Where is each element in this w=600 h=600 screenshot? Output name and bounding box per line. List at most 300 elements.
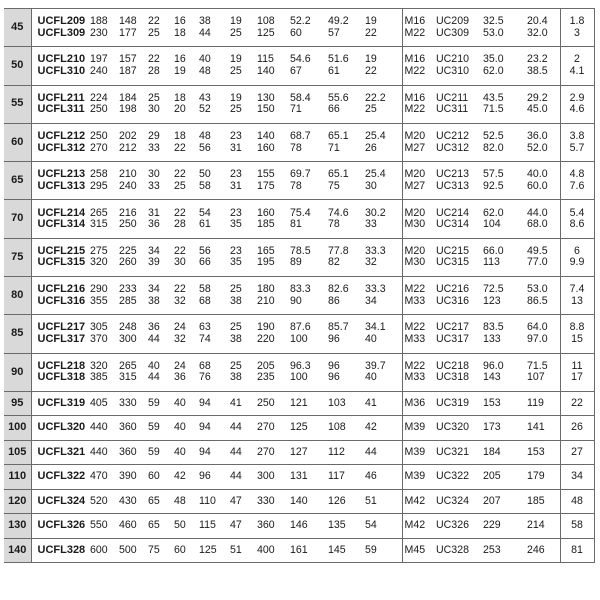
value-cell-col-1 [88,9,117,47]
value-cell-col-7 [255,47,288,85]
value-line-2: M30 [404,256,426,269]
value-line-1: 24 [174,321,186,334]
value-cell-col-10 [363,9,402,47]
table-row [4,85,594,123]
value-line-2: 74 [199,333,211,346]
value-line-1: 23 [230,206,242,219]
value-cell-col-10 [363,238,402,276]
value-cell-col-15: 26 [560,416,594,441]
value-line-1: 25 [230,359,242,372]
value-line-1: M22 [404,359,426,372]
value-cell-col-10: 44 [363,440,402,465]
value-line-2: 107 [527,371,545,384]
value-cell-col-9 [326,238,363,276]
value-cell-col-11: M42 [402,514,434,539]
model-number-cell: UCFL321 [31,440,88,465]
value-line-2: 8.6 [569,218,585,231]
value-line-1: 25 [230,283,242,296]
value-line-2: M22 [404,26,426,39]
value-cell-col-10 [363,315,402,353]
value-cell-col-14 [525,200,560,238]
value-line-2: 36 [148,218,160,231]
value-cell-col-6: 41 [228,391,255,416]
value-line-1: 250 [90,129,108,142]
model-number-line-1: UCFL217 [37,321,86,334]
value-line-1: 77.8 [328,244,349,257]
value-line-1: 33.3 [365,244,386,257]
model-number-line-2: UCFL310 [37,64,86,77]
value-cell-col-9 [326,315,363,353]
value-line-2: 32 [174,333,186,346]
value-line-1: 224 [90,91,108,104]
value-cell-col-6: 47 [228,514,255,539]
value-cell-col-6 [228,315,255,353]
value-cell-col-11: M45 [402,538,434,563]
value-line-2: 68.0 [527,218,548,231]
value-line-2: 36 [174,371,186,384]
value-line-2: UC309 [436,26,469,39]
value-cell-col-10 [363,47,402,85]
shaft-diameter-cell: 75 [4,238,31,276]
value-cell-col-2: 330 [117,391,146,416]
value-line-2: 61 [199,218,211,231]
value-line-2: 13 [571,294,583,307]
value-line-2: 28 [174,218,186,231]
value-line-2: 7.6 [569,179,585,192]
model-number-cell: UCFL324 [31,489,88,514]
value-line-2: 82.0 [483,141,504,154]
value-cell-col-6 [228,85,255,123]
shaft-diameter-cell: 70 [4,200,31,238]
value-cell-col-1 [88,85,117,123]
value-cell-col-13 [481,123,525,161]
value-line-2: 22 [365,26,377,39]
value-cell-col-5: 94 [197,416,228,441]
value-cell-col-12 [434,162,481,200]
value-cell-col-10 [363,162,402,200]
value-line-2: 295 [90,179,108,192]
value-line-2: 75 [328,179,340,192]
value-line-1: 68 [199,359,211,372]
value-cell-col-9: 145 [326,538,363,563]
value-cell-col-1 [88,162,117,200]
value-line-2: 96 [328,333,340,346]
value-cell-col-7: 270 [255,416,288,441]
value-line-2: 57 [328,26,340,39]
value-line-1: 210 [119,168,137,181]
value-line-2: 370 [90,333,108,346]
value-line-2: 96 [328,371,340,384]
value-cell-col-10: 41 [363,391,402,416]
value-line-1: 130 [257,91,275,104]
value-cell-col-11 [402,200,434,238]
value-cell-col-1: 520 [88,489,117,514]
value-cell-col-3: 59 [146,391,172,416]
value-line-1: 115 [257,53,274,66]
value-cell-col-3: 59 [146,440,172,465]
model-number-cell: UCFL322 [31,465,88,490]
value-cell-col-6: 47 [228,489,255,514]
value-line-1: 16 [174,15,186,28]
value-cell-col-3 [146,353,172,391]
value-line-1: 56 [199,244,211,257]
value-line-1: 40 [148,359,160,372]
value-cell-col-8 [288,353,326,391]
value-cell-col-13 [481,85,525,123]
value-cell-col-11 [402,9,434,47]
model-number-cell [31,277,88,315]
value-line-1: 265 [90,206,108,219]
value-line-2: 30 [365,179,377,192]
value-line-2: 35 [230,218,242,231]
value-cell-col-7: 270 [255,440,288,465]
value-cell-col-6 [228,162,255,200]
value-cell-col-10: 46 [363,465,402,490]
value-line-1: 265 [119,359,137,372]
value-line-2: 76 [199,371,211,384]
value-cell-col-11 [402,238,434,276]
value-line-1: 19 [230,53,242,66]
value-line-2: 270 [90,141,108,154]
value-line-1: 233 [119,283,137,296]
value-cell-col-4 [172,277,197,315]
value-line-2: 66 [199,256,211,269]
value-cell-col-11 [402,162,434,200]
value-cell-col-7: 360 [255,514,288,539]
model-number-line-2: UCFL315 [37,256,86,269]
value-cell-col-12 [434,47,481,85]
value-cell-col-2: 500 [117,538,146,563]
value-line-1: 55.6 [328,91,349,104]
value-line-2: 71 [328,141,340,154]
value-line-2: 30 [174,256,186,269]
value-cell-col-5: 94 [197,391,228,416]
value-line-1: 29.2 [527,91,548,104]
value-line-1: 4.8 [569,168,585,181]
value-cell-col-15 [560,123,594,161]
value-cell-col-4: 60 [172,538,197,563]
value-line-2: 61 [328,64,340,77]
value-cell-col-4 [172,47,197,85]
value-cell-col-6 [228,353,255,391]
value-cell-col-3: 75 [146,538,172,563]
value-line-2: M30 [404,218,426,231]
value-cell-col-3: 65 [146,514,172,539]
value-cell-col-7 [255,315,288,353]
value-cell-col-1 [88,353,117,391]
value-line-2: 40 [365,371,377,384]
value-cell-col-4 [172,85,197,123]
value-line-2: 160 [257,141,275,154]
value-cell-col-12 [434,277,481,315]
value-line-2: 60 [290,26,302,39]
value-line-2: 77.0 [527,256,548,269]
model-number-line-1: UCFL216 [37,283,86,296]
value-cell-col-9 [326,162,363,200]
value-cell-col-9 [326,85,363,123]
model-number-cell [31,200,88,238]
value-line-1: UC218 [436,359,469,372]
value-cell-col-14: 185 [525,489,560,514]
value-cell-col-2 [117,238,146,276]
value-cell-col-11 [402,47,434,85]
value-line-2: 315 [119,371,137,384]
value-cell-col-7 [255,353,288,391]
value-line-2: 143 [483,371,501,384]
value-line-2: 86.5 [527,294,548,307]
value-cell-col-6: 44 [228,416,255,441]
table-row [4,9,594,47]
value-line-2: 78 [328,218,340,231]
value-line-2: 53.0 [483,26,504,39]
model-number-line-1: UCFL214 [37,206,86,219]
value-line-1: UC212 [436,129,469,142]
value-line-1: 140 [257,129,275,142]
model-number-cell [31,353,88,391]
value-line-2: 38 [148,294,160,307]
value-line-1: 165 [257,244,275,257]
value-line-2: 28 [148,64,160,77]
value-cell-col-5: 94 [197,440,228,465]
value-line-1: 31 [148,206,160,219]
value-line-2: 17 [571,371,583,384]
value-line-1: 49.5 [527,244,548,257]
value-cell-col-12 [434,353,481,391]
shaft-diameter-cell: 65 [4,162,31,200]
shaft-diameter-cell: 90 [4,353,31,391]
value-cell-col-14: 141 [525,416,560,441]
value-cell-col-9: 117 [326,465,363,490]
value-line-2: UC316 [436,294,469,307]
value-cell-col-1 [88,123,117,161]
value-line-2: M27 [404,179,426,192]
value-line-2: M33 [404,371,426,384]
value-cell-col-4 [172,123,197,161]
value-cell-col-9 [326,47,363,85]
value-cell-col-4 [172,200,197,238]
value-line-2: 187 [119,64,137,77]
value-line-1: 78.5 [290,244,311,257]
value-line-2: 33 [148,179,160,192]
value-cell-col-2 [117,353,146,391]
value-line-2: M33 [404,333,426,346]
value-cell-col-9 [326,9,363,47]
value-line-2: UC311 [436,103,469,116]
value-line-1: 69.7 [290,168,311,181]
value-line-1: 1.8 [569,15,585,28]
value-cell-col-13 [481,315,525,353]
shaft-diameter-cell: 100 [4,416,31,441]
value-cell-col-15 [560,277,594,315]
value-cell-col-11: M39 [402,416,434,441]
shaft-diameter-cell: 140 [4,538,31,563]
value-cell-col-8 [288,200,326,238]
value-cell-col-7: 250 [255,391,288,416]
table-row [4,465,594,490]
table-row [4,538,594,563]
value-line-1: 320 [90,359,108,372]
model-number-cell: UCFL320 [31,416,88,441]
value-cell-col-9 [326,277,363,315]
value-cell-col-14: 119 [525,391,560,416]
value-line-2: 212 [119,141,137,154]
value-cell-col-11 [402,85,434,123]
value-cell-col-12 [434,123,481,161]
value-line-1: 53.0 [527,283,548,296]
shaft-diameter-cell: 105 [4,440,31,465]
value-cell-col-14 [525,315,560,353]
value-line-2: M33 [404,294,426,307]
table-row [4,416,594,441]
value-cell-col-8: 131 [288,465,326,490]
value-cell-col-15 [560,9,594,47]
value-cell-col-1: 405 [88,391,117,416]
model-number-line-1: UCFL213 [37,168,86,181]
value-line-1: 39.7 [365,359,386,372]
model-number-line-2: UCFL316 [37,294,86,307]
value-line-2: 300 [119,333,137,346]
value-line-2: UC317 [436,333,469,346]
value-line-1: UC209 [436,15,469,28]
value-line-2: 38 [230,294,242,307]
value-cell-col-14 [525,9,560,47]
value-line-2: 62.0 [483,64,504,77]
value-line-2: 15 [571,333,583,346]
value-line-2: 113 [483,256,500,269]
value-line-2: 385 [90,371,108,384]
value-line-1: 22 [174,168,186,181]
value-line-1: 3.8 [569,129,585,142]
value-line-1: 18 [174,91,186,104]
value-line-1: M16 [404,53,426,66]
value-cell-col-15: 48 [560,489,594,514]
value-cell-col-2: 360 [117,416,146,441]
value-line-1: 83.3 [290,283,311,296]
value-line-1: 184 [119,91,137,104]
value-line-2: 25 [230,103,242,116]
value-cell-col-7 [255,277,288,315]
value-line-2: 320 [90,256,108,269]
value-line-1: 63 [199,321,211,334]
value-cell-col-8 [288,238,326,276]
value-cell-col-6: 44 [228,465,255,490]
value-line-1: 96.0 [483,359,504,372]
value-cell-col-2 [117,85,146,123]
value-cell-col-12: UC322 [434,465,481,490]
value-cell-col-6 [228,9,255,47]
value-line-2: 66 [328,103,340,116]
value-cell-col-14 [525,353,560,391]
value-line-2: 31 [230,141,242,154]
value-cell-col-8: 121 [288,391,326,416]
value-line-2: 34 [365,294,377,307]
value-line-1: 87.6 [290,321,311,334]
value-cell-col-1: 550 [88,514,117,539]
value-line-2: UC314 [436,218,469,231]
shaft-diameter-cell: 80 [4,277,31,315]
value-line-1: M20 [404,129,426,142]
value-cell-col-5 [197,315,228,353]
value-line-2: 40 [365,333,377,346]
value-line-1: 23 [230,244,242,257]
value-cell-col-12: UC321 [434,440,481,465]
value-line-1: 96 [328,359,340,372]
value-cell-col-11 [402,123,434,161]
value-line-1: 54 [199,206,211,219]
value-cell-col-7: 330 [255,489,288,514]
value-cell-col-12 [434,200,481,238]
model-number-cell [31,315,88,353]
value-line-2: UC310 [436,64,469,77]
value-cell-col-8: 127 [288,440,326,465]
value-line-2: 25 [174,179,186,192]
value-line-2: 315 [90,218,108,231]
value-line-1: 43 [199,91,211,104]
value-line-2: 44 [199,26,211,39]
value-cell-col-15: 34 [560,465,594,490]
value-line-2: 285 [119,294,137,307]
value-cell-col-5 [197,85,228,123]
value-cell-col-14 [525,162,560,200]
value-line-1: 52.5 [483,129,504,142]
value-cell-col-7 [255,238,288,276]
value-cell-col-4: 40 [172,391,197,416]
value-line-1: 85.7 [328,321,349,334]
value-line-2: 22 [174,141,186,154]
value-line-1: 49.2 [328,15,349,28]
value-cell-col-4: 42 [172,465,197,490]
value-cell-col-15 [560,353,594,391]
value-line-1: 35.0 [483,53,504,66]
value-cell-col-9: 103 [326,391,363,416]
value-line-1: UC215 [436,244,469,257]
model-number-cell [31,85,88,123]
value-cell-col-5 [197,123,228,161]
value-cell-col-2 [117,9,146,47]
value-line-1: 148 [119,15,137,28]
value-line-1: 216 [119,206,137,219]
value-line-1: 2 [574,53,580,66]
value-line-1: 19 [365,53,377,66]
model-number-line-2: UCFL318 [37,371,86,384]
value-line-2: 177 [119,26,137,39]
value-cell-col-9: 108 [326,416,363,441]
model-number-line-2: UCFL317 [37,333,86,346]
value-cell-col-5 [197,200,228,238]
value-line-1: UC210 [436,53,469,66]
value-line-1: M22 [404,283,426,296]
model-number-cell: UCFL328 [31,538,88,563]
model-number-cell: UCFL319 [31,391,88,416]
value-cell-col-13 [481,9,525,47]
value-cell-col-4 [172,238,197,276]
value-line-1: 50 [199,168,211,181]
value-cell-col-12 [434,315,481,353]
value-cell-col-12 [434,9,481,47]
value-line-1: UC214 [436,206,469,219]
value-cell-col-11: M42 [402,489,434,514]
value-cell-col-11 [402,353,434,391]
value-line-2: 22 [365,64,377,77]
value-line-2: 32.0 [527,26,548,39]
value-cell-col-15 [560,85,594,123]
value-cell-col-4: 40 [172,416,197,441]
value-cell-col-3 [146,47,172,85]
value-line-1: 19 [230,91,242,104]
bearing-dimension-table [4,8,595,563]
value-cell-col-2 [117,200,146,238]
value-line-2: UC313 [436,179,469,192]
